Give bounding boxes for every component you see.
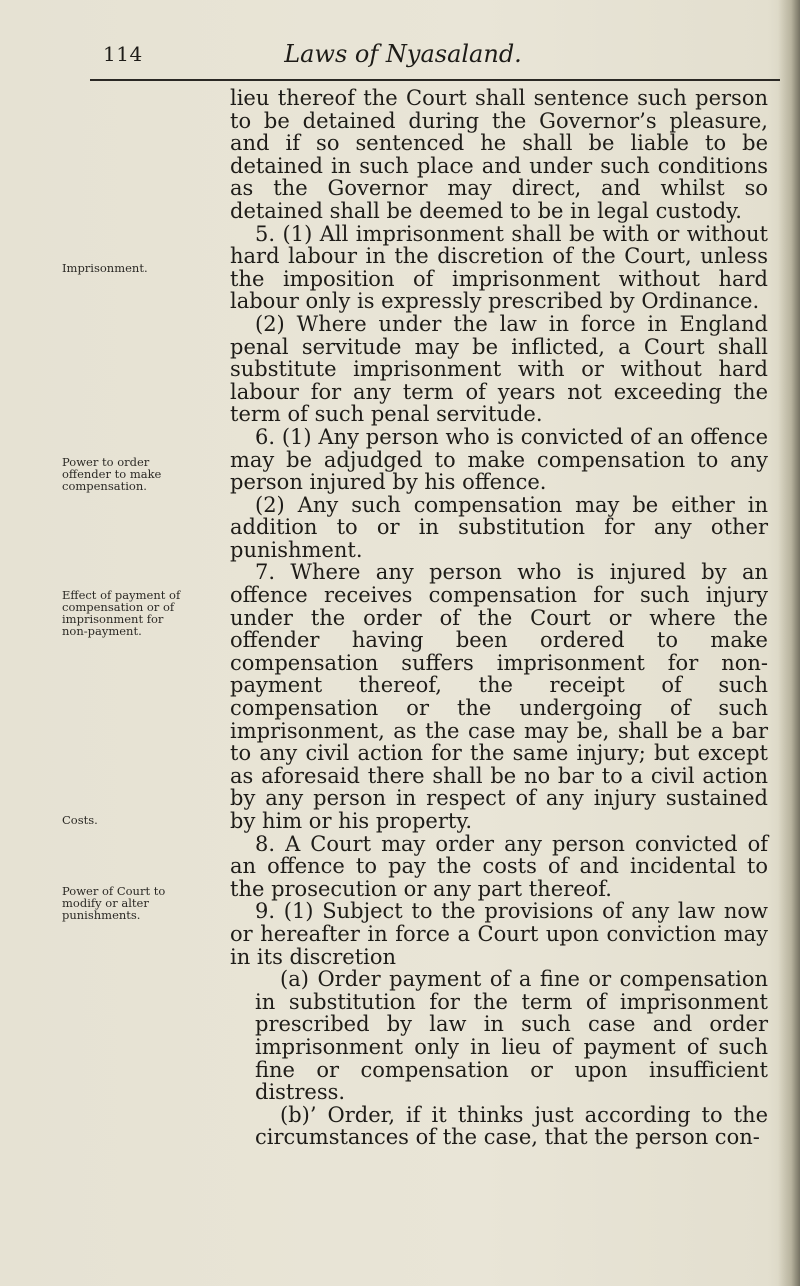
section-6-1: 6. (1) Any person who is convicted of an offence may be adjudged to make compensation to any person injured by his offence. bbox=[230, 424, 768, 495]
section-9-1-a: (a) Order payment of a fine or compensation in substitution for the term of imprisonment prescribed by law in such case and order imprisonment only in lieu of payment of such fine or compensation or upon insufficient distress. bbox=[255, 967, 768, 1105]
section-9-1-b: (b)’ Order, if it thinks just according to the circumstances of the case, that the person con- bbox=[255, 1102, 768, 1150]
section-9-1: 9. (1) Subject to the provisions of any law now or hereafter in force a Court upon conviction may in its discretion bbox=[230, 899, 768, 969]
margin-note-costs: Costs. bbox=[62, 813, 98, 827]
running-head: Laws of Nyasaland. bbox=[284, 40, 522, 68]
page-edge-shadow bbox=[778, 0, 800, 1286]
margin-note-power-of-court: Power of Court to modify or alter punishments. bbox=[62, 884, 166, 922]
margin-note-effect-of-payment: Effect of payment of compensation or of imprisonment for non-payment. bbox=[62, 588, 181, 638]
section-8: 8. A Court may order any person convicted of an offence to pay the costs of and incidental to the prosecution or any part thereof. bbox=[230, 831, 768, 901]
margin-note-imprisonment: Imprisonment. bbox=[62, 261, 148, 275]
section-7: 7. Where any person who is injured by an offence receives compensation for such injury under the order of the Court or where the offender having been ordered to make compensation suffers imprisonment for non-payment thereof, the receipt of such compensation or the undergoing of such imprisonment, as the case may be, shall be a bar to any civil action for the same injury; but except as aforesaid there shall be no bar to a civil action by any person in respect of any injury sustained by him or his property. bbox=[230, 560, 768, 833]
body-text bbox=[230, 87, 768, 1149]
header-rule bbox=[90, 79, 780, 81]
margin-note-compensation: Power to order offender to make compensation. bbox=[62, 455, 162, 493]
section-5-1: 5. (1) All imprisonment shall be with or without hard labour in the discretion of the Court, unless the imposition of imprisonment without hard labour only is expressly prescribed by Ordinance. bbox=[230, 221, 768, 314]
paragraph-continuation: lieu thereof the Court shall sentence such person to be detained during the Governor’s pleasure, and if so sentenced he shall be liable to be detained in such place and under such conditions as the Governor may direct, and whilst so detained shall be deemed to be in legal custody. bbox=[230, 86, 768, 223]
page-number: 114 bbox=[103, 42, 143, 66]
section-5-2: (2) Where under the law in force in England penal servitude may be inflicted, a Court shall substitute imprisonment with or without hard labour for any term of years not exceeding the term of such penal servitude. bbox=[230, 311, 768, 427]
section-6-2: (2) Any such compensation may be either in addition to or in substitution for any other punishment. bbox=[230, 492, 768, 562]
